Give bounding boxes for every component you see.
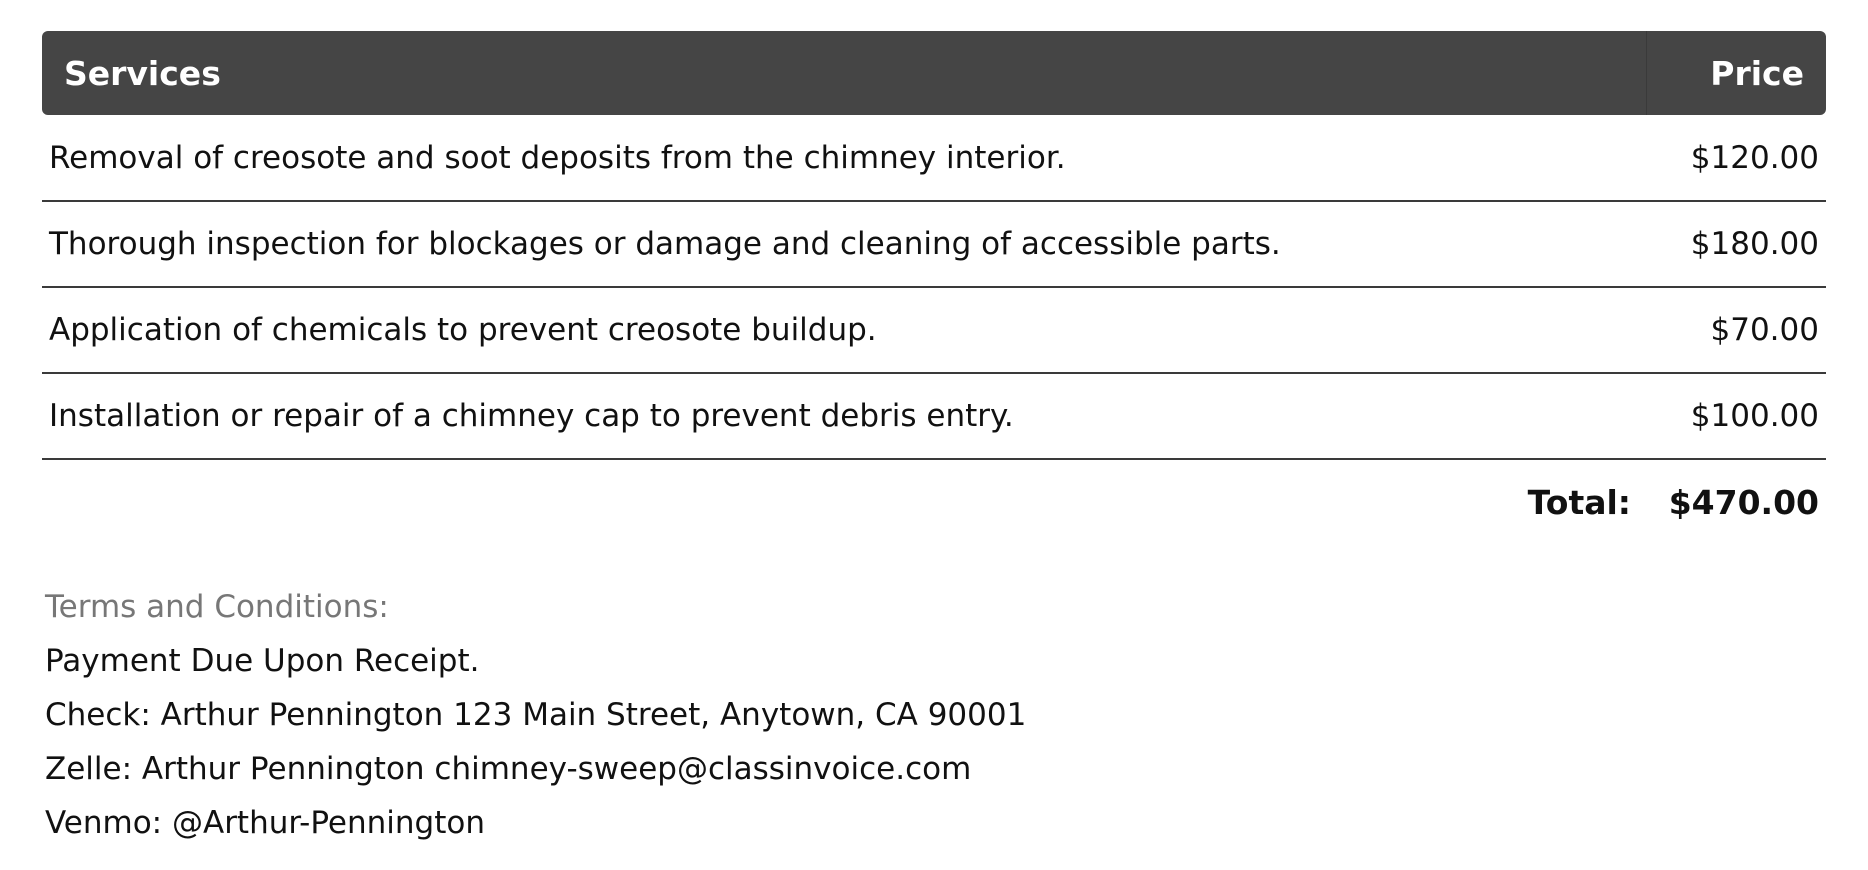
table-row: [42, 373, 1826, 459]
terms-section: [45, 580, 1245, 850]
service-price: $100.00: [1690, 398, 1819, 434]
table-header-row: [42, 31, 1826, 115]
service-description: Application of chemicals to prevent creosote buildup.: [49, 312, 877, 348]
table-row: [42, 115, 1826, 201]
terms-line-venmo: Venmo: @Arthur-Pennington: [45, 805, 485, 841]
total-value: $470.00: [1668, 483, 1819, 522]
service-description: Installation or repair of a chimney cap to prevent debris entry.: [49, 398, 1014, 434]
table-row: [42, 287, 1826, 373]
service-price: $120.00: [1690, 139, 1819, 176]
service-price: $70.00: [1710, 312, 1819, 348]
terms-heading: Terms and Conditions:: [45, 589, 389, 625]
terms-line-payment: Payment Due Upon Receipt.: [45, 643, 480, 679]
service-description: Thorough inspection for blockages or damage and cleaning of accessible parts.: [49, 226, 1281, 262]
terms-line-zelle: Zelle: Arthur Pennington chimney-sweep@classinvoice.com: [45, 751, 972, 787]
terms-line-check: Check: Arthur Pennington 123 Main Street, Anytown, CA 90001: [45, 697, 1027, 733]
service-price: $180.00: [1690, 226, 1819, 262]
services-column-header: Services: [64, 53, 221, 93]
total-label: Total:: [1527, 483, 1631, 522]
invoice-services-section: [42, 31, 1826, 545]
total-row: [42, 459, 1826, 545]
service-description: Removal of creosote and soot deposits from the chimney interior.: [49, 139, 1066, 176]
price-column-header: Price: [1646, 31, 1826, 115]
services-table: [42, 31, 1826, 545]
table-row: [42, 201, 1826, 287]
